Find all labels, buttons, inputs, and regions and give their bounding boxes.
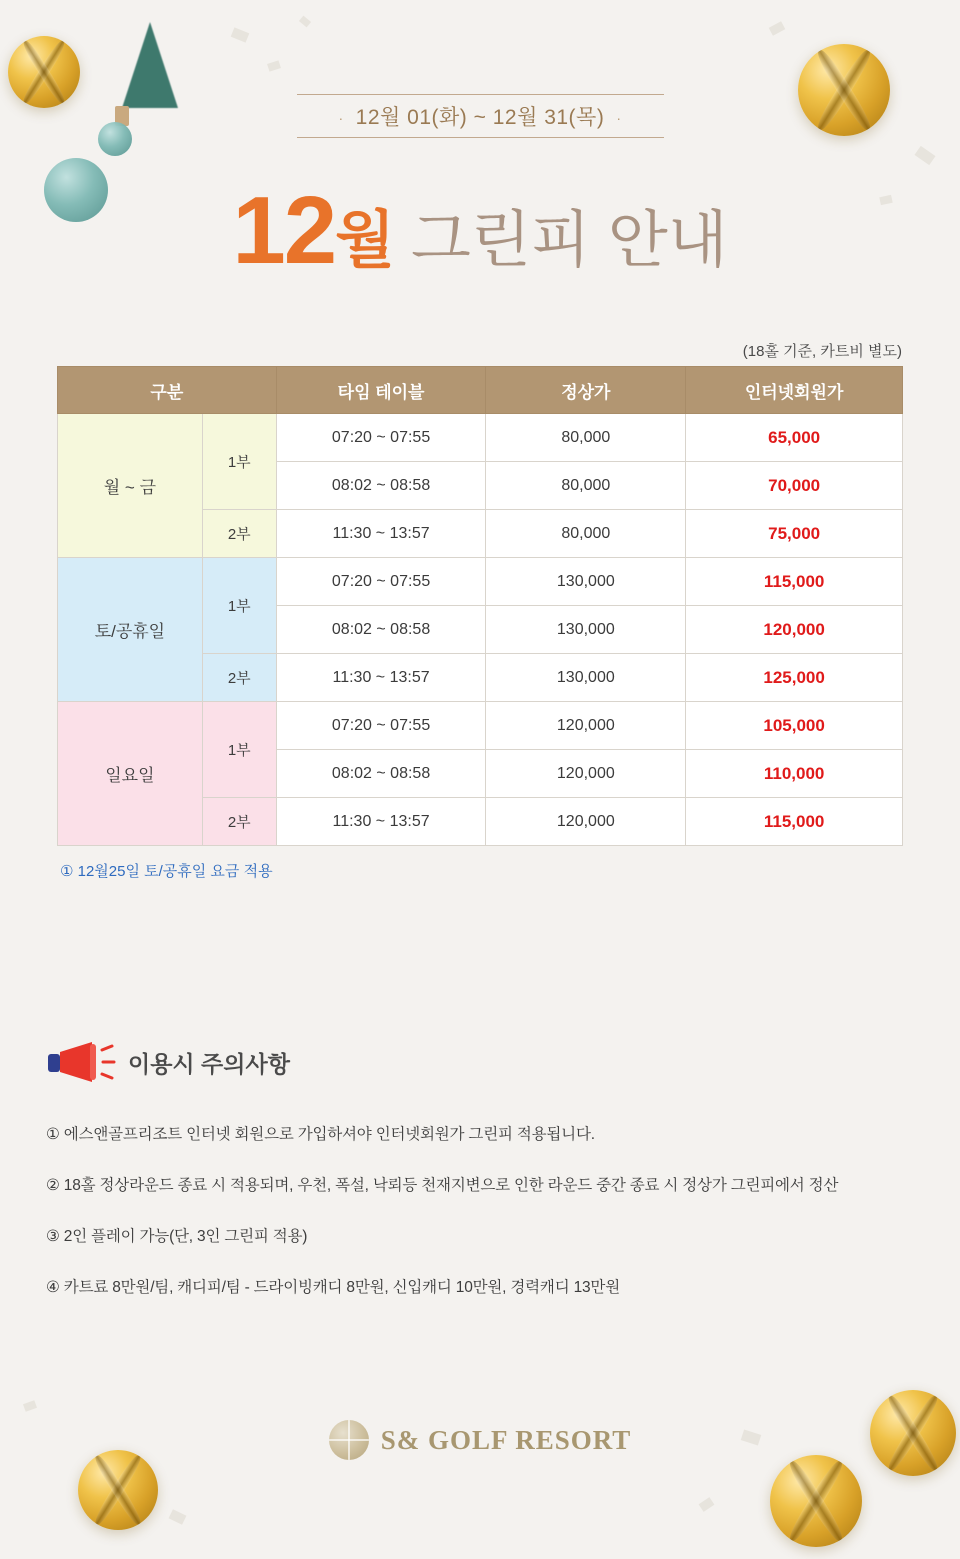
greenfee-price-table	[57, 366, 903, 846]
notice-item: ③ 2인 플레이 가능(단, 3인 그린피 적용)	[46, 1228, 308, 1245]
row-part-label: 2부	[202, 654, 276, 702]
row-normal-price: 120,000	[486, 750, 686, 798]
page-title	[0, 176, 960, 286]
row-member-price: 70,000	[686, 462, 903, 510]
row-normal-price: 120,000	[486, 798, 686, 846]
bell-icon	[770, 1455, 862, 1547]
title-month-unit: 월	[335, 206, 395, 275]
row-time: 07:20 ~ 07:55	[276, 558, 486, 606]
footer-logo-text: S& GOLF RESORT	[380, 1424, 632, 1455]
row-time: 07:20 ~ 07:55	[276, 702, 486, 750]
row-time: 08:02 ~ 08:58	[276, 462, 486, 510]
notice-item: ② 18홀 정상라운드 종료 시 적용되며, 우천, 폭설, 낙뢰등 천재지변으로 인한 라운드 중간 종료 시 정상가 그린피에서 정산	[46, 1177, 839, 1194]
row-time: 11:30 ~ 13:57	[276, 798, 486, 846]
bell-icon	[78, 1450, 158, 1530]
notice-list	[46, 1122, 926, 1326]
column-header-group: 구분	[58, 367, 277, 414]
row-normal-price: 130,000	[486, 606, 686, 654]
confetti-shard	[914, 146, 935, 165]
footer-logo	[0, 1420, 960, 1460]
confetti-shard	[169, 1509, 187, 1525]
row-member-price: 120,000	[686, 606, 903, 654]
row-normal-price: 80,000	[486, 414, 686, 462]
notice-item: ① 에스앤골프리조트 인터넷 회원으로 가입하셔야 인터넷회원가 그린피 적용됩니다.	[46, 1126, 595, 1143]
row-part-label: 1부	[202, 414, 276, 510]
row-part-label: 1부	[202, 558, 276, 654]
table-header-row	[58, 367, 903, 414]
table-side-note: (18홀 기준, 카트비 별도)	[742, 343, 902, 360]
title-subject: 그린피 안내	[411, 206, 728, 275]
row-time: 07:20 ~ 07:55	[276, 414, 486, 462]
period-banner	[0, 94, 960, 138]
row-member-price: 125,000	[686, 654, 903, 702]
row-group-label: 일요일	[58, 702, 203, 846]
table-row	[58, 702, 903, 750]
column-header-time: 타임 테이블	[276, 367, 486, 414]
notice-heading-label: 이용시 주의사항	[128, 1050, 290, 1077]
confetti-shard	[769, 21, 786, 36]
confetti-shard	[231, 27, 250, 42]
row-member-price: 115,000	[686, 558, 903, 606]
title-month-number: 12	[232, 177, 336, 284]
row-time: 11:30 ~ 13:57	[276, 654, 486, 702]
period-dot-left: ·	[338, 110, 344, 127]
row-time: 08:02 ~ 08:58	[276, 606, 486, 654]
row-normal-price: 80,000	[486, 462, 686, 510]
globe-icon	[329, 1420, 369, 1460]
row-time: 08:02 ~ 08:58	[276, 750, 486, 798]
row-normal-price: 130,000	[486, 558, 686, 606]
row-normal-price: 120,000	[486, 702, 686, 750]
notice-heading	[46, 1040, 290, 1084]
table-row	[58, 414, 903, 462]
period-text: 12월 01(화) ~ 12월 31(목)	[355, 106, 605, 129]
megaphone-icon	[46, 1040, 118, 1084]
period-dot-right: ·	[616, 110, 622, 127]
row-member-price: 105,000	[686, 702, 903, 750]
row-member-price: 115,000	[686, 798, 903, 846]
row-normal-price: 80,000	[486, 510, 686, 558]
row-part-label: 2부	[202, 510, 276, 558]
row-part-label: 2부	[202, 798, 276, 846]
column-header-normal: 정상가	[486, 367, 686, 414]
column-header-member: 인터넷회원가	[686, 367, 903, 414]
row-member-price: 110,000	[686, 750, 903, 798]
table-footnote: ① 12월25일 토/공휴일 요금 적용	[60, 863, 273, 880]
row-member-price: 75,000	[686, 510, 903, 558]
row-member-price: 65,000	[686, 414, 903, 462]
row-time: 11:30 ~ 13:57	[276, 510, 486, 558]
row-normal-price: 130,000	[486, 654, 686, 702]
confetti-shard	[299, 16, 311, 28]
confetti-shard	[267, 60, 281, 71]
row-group-label: 토/공휴일	[58, 558, 203, 702]
table-row	[58, 558, 903, 606]
row-part-label: 1부	[202, 702, 276, 798]
row-group-label: 월 ~ 금	[58, 414, 203, 558]
notice-item: ④ 카트료 8만원/팀, 캐디피/팀 - 드라이빙캐디 8만원, 신입캐디 10만원, 경력캐디 13만원	[46, 1279, 620, 1296]
confetti-shard	[23, 1400, 37, 1412]
confetti-shard	[699, 1497, 715, 1512]
